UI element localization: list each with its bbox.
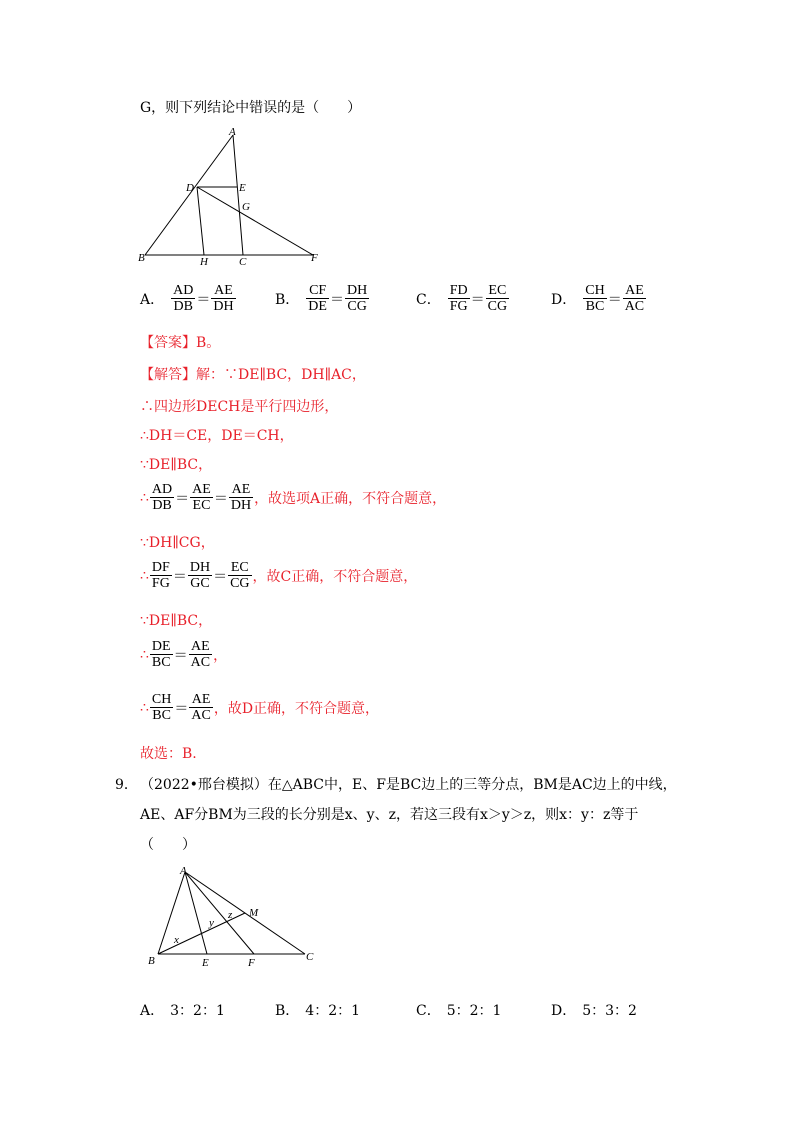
- therefore-symbol: ∴: [140, 646, 149, 663]
- equals-sign: ＝: [607, 291, 622, 308]
- label-H: H: [200, 256, 208, 268]
- q8-answer: 【答案】B。: [140, 335, 221, 351]
- q9-line-3: （ ）: [140, 837, 196, 853]
- label-x: x: [174, 934, 179, 946]
- q8-option-c[interactable]: [416, 283, 510, 314]
- label-G: G: [242, 201, 250, 213]
- fraction: $\frac{AE}{DH}$: [213, 283, 234, 314]
- option-letter: B．: [275, 291, 300, 308]
- q8-solution-line-6: ∵DH∥CG，: [140, 535, 215, 551]
- solution-tail: ，故选项A正确，不符合题意，: [254, 490, 447, 507]
- q9-geometry-figure: [140, 860, 330, 970]
- therefore-symbol: ∴: [140, 567, 149, 584]
- label-A: A: [229, 126, 236, 138]
- equals-sign: ＝: [172, 568, 187, 585]
- option-text: 3：2：1: [170, 1003, 225, 1019]
- q8-stem-tail: G，则下列结论中错误的是（ ）: [140, 100, 362, 116]
- equals-sign: ＝: [175, 490, 190, 507]
- solution-tail: ，故D正确，不符合题意，: [213, 700, 380, 717]
- equals-sign: ＝: [196, 291, 211, 308]
- q9-number: 9．: [115, 777, 138, 793]
- option-letter: D．: [551, 1003, 577, 1019]
- q9-option-a[interactable]: [140, 1000, 225, 1020]
- q8-solution-eq-2: [140, 560, 417, 591]
- option-text: 4：2：1: [305, 1003, 361, 1019]
- option-text: 5：3：2: [582, 1003, 637, 1019]
- q9-line-1: （2022•邢台模拟）在△ABC中，E、F是BC边上的三等分点，BM是AC边上的中线，: [140, 777, 677, 793]
- fraction: $\frac{AE}{AC}$: [190, 639, 211, 670]
- q8-option-b[interactable]: [275, 283, 370, 314]
- q9-option-c[interactable]: [416, 1000, 501, 1020]
- q8-solution-eq-4: [140, 692, 379, 723]
- solution-tail: ，: [213, 647, 228, 664]
- equals-sign: ＝: [213, 490, 228, 507]
- q9-line-2: AE、AF分BM为三段的长分别是x、y、z，若这三段有x＞y＞z，则x：y：z等于: [140, 807, 639, 823]
- fraction: $\frac{CH}{BC}$: [585, 283, 605, 314]
- fraction: $\frac{DE}{BC}$: [151, 639, 171, 670]
- equals-sign: ＝: [213, 568, 228, 585]
- therefore-symbol: ∴: [140, 699, 149, 716]
- equals-sign: ＝: [470, 291, 485, 308]
- label-E: E: [239, 182, 246, 194]
- q8-final-choice: 故选：B.: [140, 746, 197, 762]
- fraction: $\frac{DH}{GC}$: [189, 560, 211, 591]
- option-letter: B．: [275, 1003, 300, 1019]
- q8-option-d[interactable]: [551, 283, 647, 314]
- q8-solution-eq-1: [140, 482, 446, 513]
- q9-option-b[interactable]: [275, 1000, 360, 1020]
- fraction: $\frac{AE}{DH}$: [230, 482, 252, 513]
- fraction: $\frac{AD}{DB}$: [151, 482, 173, 513]
- q8-solution-head: [140, 366, 366, 384]
- label-A: A: [180, 865, 187, 877]
- fraction: $\frac{AE}{AC}$: [624, 283, 645, 314]
- label-M: M: [249, 907, 259, 919]
- label-B: B: [138, 252, 145, 264]
- fraction: $\frac{EC}{CG}$: [487, 283, 508, 314]
- q8-solution-line-3: ∴DH＝CE，DE＝CH，: [140, 428, 294, 444]
- q8-solution-line-4: ∵DE∥BC，: [140, 457, 213, 473]
- therefore-symbol: ∴: [140, 489, 149, 506]
- label-E: E: [202, 957, 209, 969]
- fraction: $\frac{CF}{DE}$: [308, 283, 327, 314]
- solution-head-text: 解：∵DE∥BC，DH∥AC，: [196, 367, 366, 383]
- q8-solution-eq-3: [140, 639, 227, 670]
- fraction: $\frac{AE}{EC}$: [192, 482, 211, 513]
- label-D: D: [186, 182, 194, 194]
- label-C: C: [239, 256, 247, 268]
- fraction: $\frac{AE}{AC}$: [191, 692, 211, 723]
- q9-option-d[interactable]: [551, 1000, 637, 1020]
- fraction: $\frac{CH}{BC}$: [151, 692, 172, 723]
- equals-sign: ＝: [329, 291, 344, 308]
- label-z: z: [228, 909, 233, 921]
- label-B: B: [148, 955, 155, 967]
- option-letter: A．: [140, 1003, 165, 1019]
- equals-sign: ＝: [174, 700, 189, 717]
- fraction: $\frac{FD}{FG}$: [449, 283, 468, 314]
- label-y: y: [209, 917, 214, 929]
- option-letter: D．: [551, 291, 577, 308]
- q8-solution-line-2: ∴四边形DECH是平行四边形，: [140, 399, 339, 415]
- q8-solution-line-8: ∵DE∥BC，: [140, 613, 213, 629]
- fraction: $\frac{EC}{CG}$: [230, 560, 250, 591]
- option-letter: A．: [140, 291, 165, 308]
- fraction: $\frac{DH}{CG}$: [346, 283, 368, 314]
- q8-option-a[interactable]: [140, 283, 237, 314]
- label-C: C: [306, 951, 314, 963]
- label-F: F: [311, 252, 318, 264]
- label-F: F: [248, 957, 255, 969]
- option-letter: C．: [416, 1003, 441, 1019]
- equals-sign: ＝: [173, 647, 188, 664]
- option-letter: C．: [416, 291, 441, 308]
- solution-tag: 【解答】: [140, 367, 196, 383]
- q8-geometry-figure: [135, 125, 335, 270]
- fraction: $\frac{DF}{FG}$: [151, 560, 170, 591]
- fraction: $\frac{AD}{DB}$: [173, 283, 194, 314]
- option-text: 5：2：1: [446, 1003, 502, 1019]
- solution-tail: ，故C正确，不符合题意，: [252, 568, 418, 585]
